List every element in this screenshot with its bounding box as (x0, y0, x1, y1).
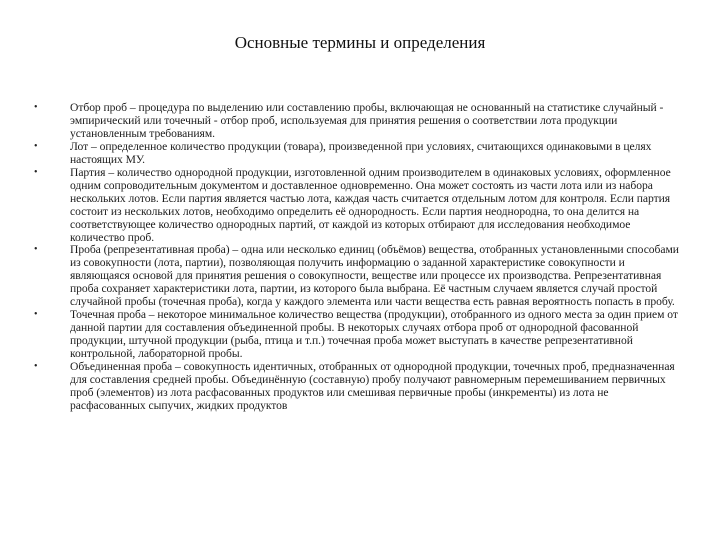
list-item (0, 141, 720, 167)
definition-sampling: Отбор проб – процедура по выделению или составлению пробы, включающая не основанный на статистике случайный - эмпирический или точечный - отбор проб, используемая для принятия решения о соответствии лота продукции установленным требованиям. (70, 101, 664, 140)
bullet-icon: • (34, 244, 38, 256)
list-item (0, 102, 720, 141)
list-item (0, 361, 720, 413)
bullet-icon: • (34, 102, 38, 113)
definition-combined-sample: Объединенная проба – совокупность идентичных, отобранных от однородной продукции, точечных проб, предназначенная для составления средней пробы. Объединённую (составную) пробу получают равномерным перемешиванием первичных проб (элементов) из лота расфасованных продуктов или смешивая первичные пробы (инкременты) из лота не расфасованных сыпучих, жидких продуктов (70, 360, 675, 412)
list-item (0, 244, 720, 309)
bullet-icon: • (34, 166, 38, 178)
bullet-icon: • (34, 140, 38, 152)
bullet-icon: • (34, 361, 38, 373)
definition-batch: Партия – количество однородной продукции, изготовленной одним производителем в одинаковых условиях, оформленное одним сопроводительным документом и доставленное одновременно. Она может состоять из части лота или из набора нескольких лотов. Если партия является частью лота, каждая часть считается отдельным лотом для контроля. Если партия состоит из нескольких лотов, необходимо определить её однородность. Если партия неоднородна, то она делится на соответствующее количество однородных партий, от каждой из которых отбирают для исследования необходимое количество проб. (70, 165, 671, 244)
definition-sample: Проба (репрезентативная проба) – одна или несколько единиц (объёмов) вещества, отобранных установленными способами из совокупности (лота, партии), позволяющая получить информацию о заданной характеристике совокупности и являющаяся основой для принятия решения о совокупности, веществе или процессе их производства. Репрезентативная проба сохраняет характеристики лота, партии, из которого была выбрана. Её частным случаем является случай простой случайной пробы (точечная проба), когда у каждого элемента или части вещества есть равная вероятность попасть в пробу. (70, 243, 679, 309)
definitions-list (0, 102, 720, 413)
definition-point-sample: Точечная проба – некоторое минимальное количество вещества (продукции), отобранного из одного места за один прием от данной партии для составления объединенной пробы. В некоторых случаях отбора проб от однородной фасованной продукции, штучной продукции (рыба, птица и т.п.) точечная проба может выступать в качестве репрезентативной контрольной, лабораторной пробы. (70, 308, 678, 361)
bullet-icon: • (34, 309, 38, 321)
list-item (0, 167, 720, 245)
slide-title: Основные термины и определения (234, 33, 486, 52)
list-item (0, 309, 720, 361)
definition-lot: Лот – определенное количество продукции (товара), произведенной при условиях, считающихся одинаковыми в целях настоящих МУ. (70, 139, 652, 166)
